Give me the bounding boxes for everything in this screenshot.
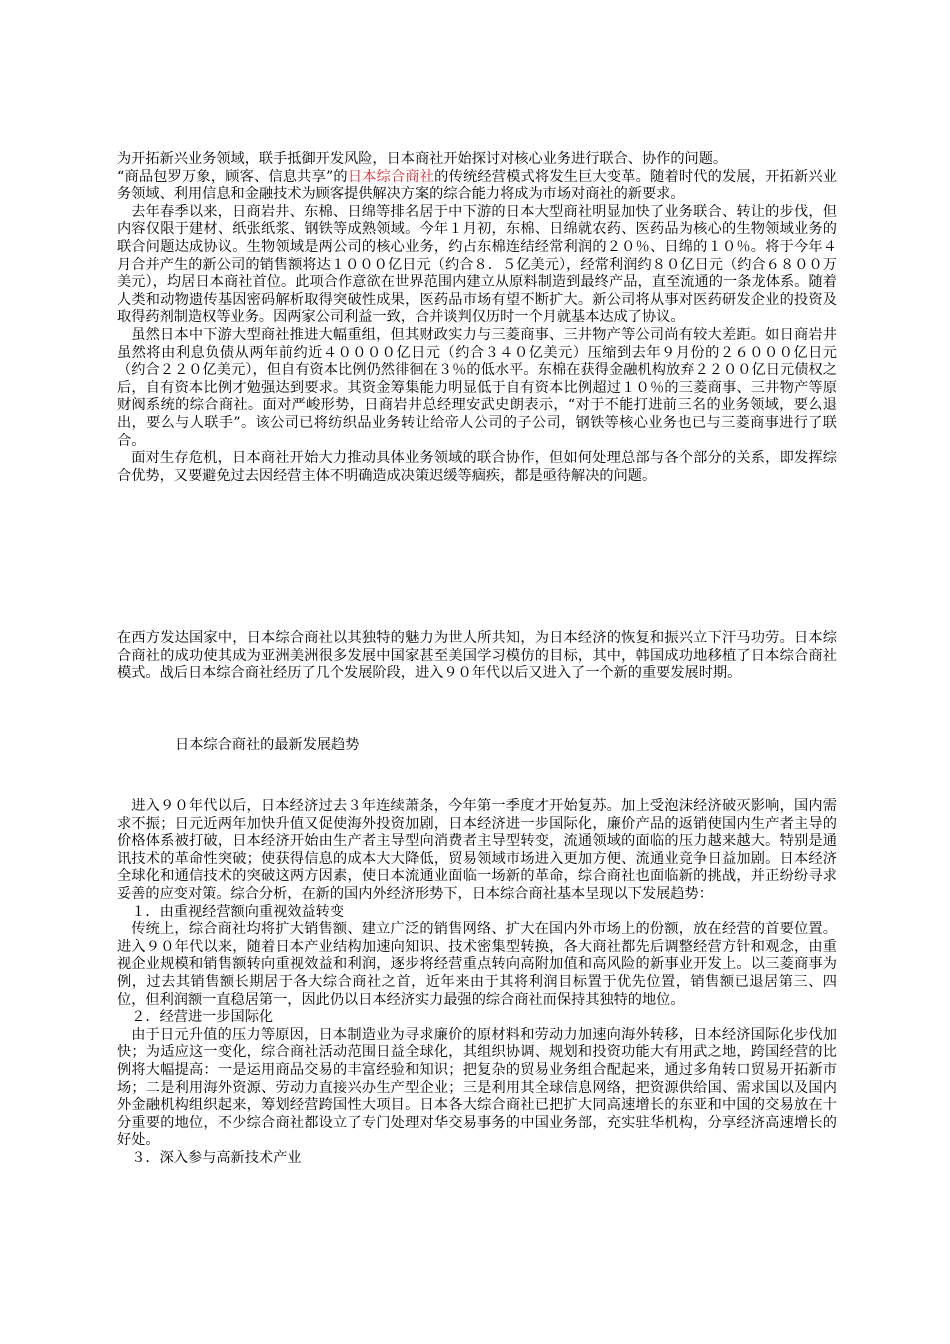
- section-2-body: [117, 798, 837, 1167]
- paragraph-1-line-1: 为开拓新兴业务领域，联手抵御开发风险，日本商社开始探讨对核心业务进行联合、协作的问题。: [117, 151, 728, 167]
- section-1: [117, 151, 837, 485]
- paragraph-1-text-before: “商品包罗万象，顾客、信息共享”的: [117, 168, 348, 185]
- paragraph-3: 虽然日本中下游大型商社推进大幅重组，但其财政实力与三菱商事、三井物产等公司尚有较大差距。如日商岩井虽然将由利息负债从两年前约近４００００亿日元（约合３４０亿美元）压缩到去年９月份的２６０００亿日元（约合２２０亿美元），但自有资本比例仍然徘徊在３％的低水平。东棉在获得金融机构放弃２２００亿日元债权之后，自有资本比例才勉强达到要求。其资金筹集能力明显低于自有资本比例超过１０％的三菱商事、三井物产等原财阀系统的综合商社。面对严峻形势，日商岩井总经理安武史朗表示，“对于不能打进前三名的业务领域，要么退出，要么与人联手”。该公司已将纺织品业务转让给帝人公司的子公司，钢铁等核心业务也已与三菱商事进行了联合。: [117, 326, 837, 449]
- section-heading: 日本综合商社的最新发展趋势: [175, 737, 360, 753]
- item-2-body: 由于日元升值的压力等原因，日本制造业为寻求廉价的原材料和劳动力加速向海外转移，日本经济国际化步伐加快；为适应这一变化，综合商社活动范围日益全球化，其组织协调、规划和投资功能大有用武之地，跨国经营的比例将大幅提高：一是运用商品交易的丰富经验和知识；把复杂的贸易业务组合配起来，通过多角转口贸易开拓新市场；二是利用海外资源、劳动力直接兴办生产型企业；三是利用其全球信息网络，把资源供给国、需求国以及国内外金融机构组织起来，筹划经营跨国性大项目。日本各大综合商社已把扩大同高速增长的东亚和中国的交易放在十分重要的地位，不少综合商社都设立了专门处理对华交易事务的中国业务部，充实驻华机构，分享经济高速增长的好处。: [117, 1026, 837, 1149]
- item-1-title: １．由重视经营额向重视效益转变: [131, 903, 345, 920]
- section-2-intro: [117, 630, 837, 683]
- paragraph-1: [117, 151, 837, 204]
- paragraph-2: 去年春季以来，日商岩井、东棉、日绵等排名居于中下游的日本大型商社明显加快了业务联合、转让的步伐，但内容仅限于建材、纸张纸浆、钢铁等成熟领域。今年１月初，东棉、日绵就农药、医药品为核心的生物领域业务的联合问题达成协议。生物领域是两公司的核心业务，约占东棉连结经常利润的２０％、日绵的１０％。将于今年４月合并产生的新公司的销售额将达１０００亿日元（约合８．５亿美元），经常利润约８０亿日元（约合６８００万美元），均居日本商社首位。此项合作意欲在世界范围内建立从原料制造到最终产品，直至流通的一条龙体系。随着人类和动物遗传基因密码解析取得突破性成果，医药品市场有望不断扩大。新公司将从事对医药研发企业的投资及取得药剂制造权等业务。因两家公司利益一致，合并谈判仅历时一个月就基本达成了协议。: [117, 203, 837, 326]
- item-1-body: 传统上，综合商社均将扩大销售额、建立广泛的销售网络、扩大在国内外市场上的份额，放在经营的首要位置。进入９０年代以来，随着日本产业结构加速向知识、技术密集型转换，各大商社都先后调整经营方针和观念，由重视企业规模和销售额转向重视效益和利润，逐步将经营重点转向高附加值和高风险的新事业开发上。以三菱商事为例，过去其销售额长期居于各大综合商社之首，近年来由于其将利润目标置于优先位置，销售额已退居第三、四位，但利润额一直稳居第一，因此仍以日本经济实力最强的综合商社而保持其独特的地位。: [117, 921, 837, 1008]
- item-3-title: ３．深入参与高新技术产业: [131, 1149, 302, 1166]
- item-2-title: ２．经营进一步国际化: [131, 1009, 274, 1026]
- paragraph-1-text-after: 的传统经营模式将发生巨大变革。随着时代的发展，开拓新兴业务领域、利用信息和金融技术为顾客提供解决方案的综合能力将成为市场对商社的新要求。: [117, 168, 837, 203]
- paragraph-4: 面对生存危机，日本商社开始大力推动具体业务领域的联合协作，但如何处理总部与各个部分的关系，即发挥综合优势，又要避免过去因经营主体不明确造成决策迟缓等痼疾，都是亟待解决的问题。: [117, 450, 837, 484]
- highlighted-term: 日本综合商社: [347, 168, 435, 185]
- intro-paragraph: 在西方发达国家中，日本综合商社以其独特的魅力为世人所共知，为日本经济的恢复和振兴立下汗马功劳。日本综合商社的成功使其成为亚洲美洲很多发展中国家甚至美国学习模仿的目标，其中，韩国成功地移植了日本综合商社模式。战后日本综合商社经历了几个发展阶段，进入９０年代以后又进入了一个新的重要发展时期。: [117, 630, 837, 682]
- trends-paragraph: 进入９０年代以后，日本经济过去３年连续萧条，今年第一季度才开始复苏。加上受泡沫经济破灭影响，国内需求不振；日元近两年加快升值又促使海外投资加剧，日本经济进一步国际化，廉价产品的返销使国内生产者主导的价格体系被打破，日本经济开始由生产者主导型向消费者主导型转变，流通领域的面临的压力越来越大。特别是通讯技术的革命性突破；使获得信息的成本大大降低，贸易领域市场进入更加方便、流通业竞争日益加剧。日本经济全球化和通信技术的突破这两方因素，使日本流通业面临一场新的革命，综合商社也面临新的挑战，并正纷纷寻求妥善的应变对策。综合分析，在新的国内外经济形势下，日本综合商社基本呈现以下发展趋势：: [117, 798, 837, 902]
